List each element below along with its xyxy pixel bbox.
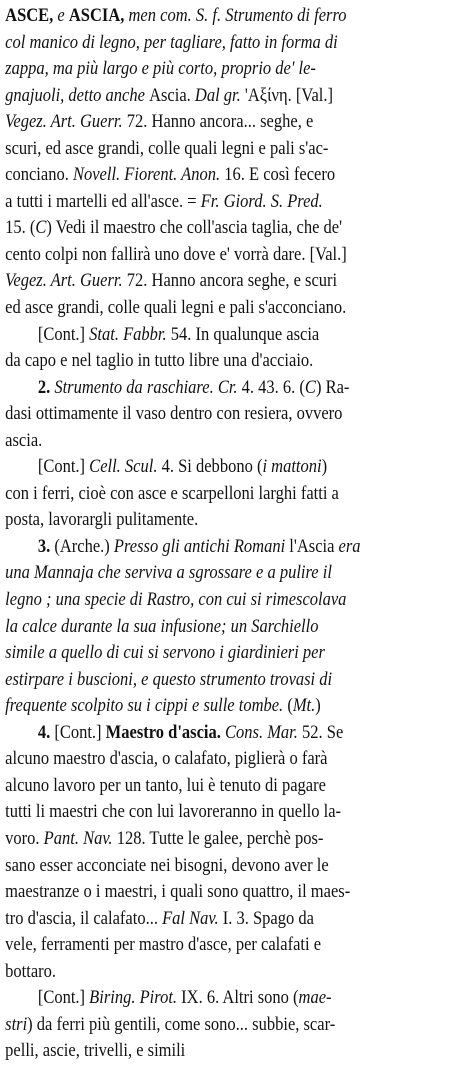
bold-text-run: 4. — [37, 721, 55, 743]
entry-text-line — [5, 879, 469, 906]
entry-text-line — [5, 959, 469, 986]
entry-text-line — [5, 773, 469, 800]
italic-text-run: era — [338, 535, 361, 557]
entry-text-line — [5, 906, 469, 933]
entry-text-line — [5, 746, 469, 773]
text-run: 15. ( — [5, 217, 36, 239]
text-run: [Cont.] — [54, 721, 106, 743]
text-run: a tutti i martelli ed all'asce. = — [5, 190, 201, 212]
text-run: [Cont.] — [37, 987, 90, 1009]
entry-paragraph-start-line — [5, 534, 469, 561]
entry-text-line — [5, 268, 469, 295]
italic-text-run: Cell. Scul. — [89, 456, 162, 478]
italic-text-run: zappa, ma più largo e più corto, proprio de' le- — [5, 58, 316, 80]
entry-text-line — [5, 189, 469, 216]
entry-text-line — [5, 428, 469, 455]
entry-text-line — [5, 693, 469, 720]
entry-text-line — [5, 56, 469, 83]
italic-text-run: legno ; una specie di Rastro, con cui si rimescolava — [5, 589, 347, 611]
italic-text-run: col manico di legno, per tagliare, fatto in forma di — [5, 31, 338, 53]
text-run: ed asce grandi, colle quali legni e pali s'acconciano. — [5, 297, 347, 319]
entry-text-line — [5, 667, 469, 694]
text-run: voro. — [5, 827, 44, 849]
text-run: 72. Hanno ancora seghe, e scuri — [126, 270, 338, 292]
bold-text-run: ASCE, — [5, 5, 58, 26]
entry-text-line — [5, 614, 469, 641]
text-run: ascia. — [5, 429, 43, 451]
text-run: ) — [315, 695, 321, 717]
italic-text-run: Pant. Nav. — [43, 827, 117, 849]
text-run: ) Vedi il maestro che coll'ascia taglia, che de' — [46, 217, 343, 239]
italic-text-run: Presso gli antichi Romani — [113, 535, 290, 557]
text-run: ) Ra- — [315, 376, 350, 398]
italic-text-run: stri — [5, 1013, 28, 1035]
italic-text-run: Stat. Fabbr. — [89, 323, 171, 345]
entry-text-line — [5, 162, 469, 189]
text-run: 72. Hanno ancora... seghe, e — [126, 111, 314, 133]
entry-text-line — [5, 30, 469, 57]
text-run: da capo e nel taglio in tutto libre una d'acciaio. — [5, 350, 314, 372]
text-run: conciano. — [5, 164, 73, 186]
italic-text-run: la calce durante la sua infusione; un Sarchiello — [5, 615, 319, 637]
text-run: 128. Tutte le galee, perchè pos- — [116, 827, 324, 849]
entry-paragraph-start-line — [5, 985, 469, 1012]
text-run: 54. In qualunque ascia — [170, 323, 320, 345]
italic-text-run: Dal gr. — [194, 84, 245, 106]
entry-paragraph-start-line — [5, 375, 469, 402]
text-run: tro d'ascia, il calafato... — [5, 907, 163, 929]
bold-text-run: 3. — [37, 535, 55, 557]
entry-text-line — [5, 853, 469, 880]
entry-text-line — [5, 109, 469, 136]
text-run: alcuno maestro d'ascia, o calafato, piglierà o farà — [5, 748, 328, 770]
italic-text-run: Vegez. Art. Guerr. — [5, 111, 127, 133]
entry-text-line — [5, 640, 469, 667]
text-run: tutti li maestri che con lui lavoreranno in quello la- — [5, 801, 342, 823]
text-run: sano esser acconciate nei bisogni, devono aver le — [5, 854, 329, 876]
entry-text-line — [5, 215, 469, 242]
text-run: bottaro. — [5, 960, 57, 982]
entry-paragraph-start-line — [5, 322, 469, 349]
italic-text-run: Novell. Fiorent. Anon. — [72, 164, 225, 186]
bold-text-run: Maestro d'ascia. — [105, 721, 226, 743]
text-run: pelli, ascie, trivelli, e simili — [5, 1040, 186, 1062]
text-run: 'Αξίνη. [Val.] — [244, 84, 334, 106]
italic-text-run: simile a quello di cui si servono i giardinieri per — [5, 642, 325, 664]
italic-text-run: C — [304, 376, 316, 398]
italic-text-run: Cons. Mar. — [225, 721, 303, 743]
italic-text-run: Strumento da raschiare. Cr. — [54, 376, 242, 398]
text-run: posta, lavorargli pulitamente. — [5, 509, 199, 531]
text-run: [Cont.] — [37, 323, 90, 345]
entry-text-line — [5, 1012, 469, 1039]
text-run: 4. 43. 6. ( — [241, 376, 305, 398]
italic-text-run: men com. S. f. Strumento di ferro — [128, 5, 347, 26]
italic-text-run: i mattoni — [262, 456, 322, 478]
text-run: cento colpi non fallirà uno dove e' vorrà dare. [Val.] — [5, 243, 347, 265]
italic-text-run: Fr. Giord. S. Pred. — [200, 190, 323, 212]
bold-text-run: 2. — [37, 376, 55, 398]
italic-text-run: Biring. Pirot. — [89, 987, 182, 1009]
text-run: (Arche.) — [54, 535, 114, 557]
italic-text-run: estirpare i buscioni, e questo strumento trovasi di — [5, 668, 333, 690]
italic-text-run: Vegez. Art. Guerr. — [5, 270, 127, 292]
entry-text-line — [5, 587, 469, 614]
entry-text-line — [5, 799, 469, 826]
text-run: scuri, ed asce grandi, colle quali legni e pali s'ac- — [5, 137, 329, 159]
italic-text-run: e — [57, 5, 69, 26]
entry-text-line — [5, 295, 469, 322]
entry-paragraph-start-line — [5, 720, 469, 747]
text-run: ) da ferri più gentili, come sono... subbie, scar- — [27, 1013, 336, 1035]
italic-text-run: una Mannaja che serviva a sgrossare e a pulire il — [5, 562, 332, 584]
text-run: ) — [321, 456, 328, 478]
entry-text-line — [5, 932, 469, 959]
italic-text-run: Fal Nav. — [162, 907, 223, 929]
entry-text-line — [5, 136, 469, 163]
text-run: 16. E così fecero — [224, 164, 336, 186]
text-run: 52. Se — [302, 721, 344, 743]
italic-text-run: Mt. — [292, 695, 316, 717]
bold-text-run: ASCIA, — [68, 5, 129, 26]
text-run: Ascia. — [149, 84, 195, 106]
entry-text-line — [5, 826, 469, 853]
text-run: dasi ottimamente il vaso dentro con resiera, ovvero — [5, 403, 343, 425]
text-run: [Cont.] — [37, 456, 90, 478]
text-run: con i ferri, cioè con asce e scarpelloni larghi fatti a — [5, 482, 339, 504]
text-run: I. 3. Spago da — [222, 907, 314, 929]
entry-text-line — [5, 242, 469, 269]
text-run: l'Ascia — [289, 535, 339, 557]
entry-text-line — [5, 1038, 469, 1065]
entry-text-line — [5, 560, 469, 587]
entry-text-line — [5, 348, 469, 375]
entry-text-line — [5, 401, 469, 428]
text-run: vele, ferramenti per mastro d'asce, per calafati e — [5, 934, 322, 956]
italic-text-run: frequente scolpito su i cippi e sulle tombe. — [5, 695, 288, 717]
entry-paragraph-start-line — [5, 454, 469, 481]
entry-text-line — [5, 83, 469, 110]
entry-text-line — [5, 3, 469, 30]
italic-text-run: gnajuoli, detto anche — [5, 84, 150, 106]
entry-text-line — [5, 481, 469, 508]
text-run: ( — [287, 695, 293, 717]
text-run: 4. Si debbono ( — [161, 456, 263, 478]
entry-text-line — [5, 507, 469, 534]
text-run: IX. 6. Altri sono ( — [181, 987, 299, 1009]
italic-text-run: mae- — [298, 987, 332, 1009]
italic-text-run: C — [35, 217, 47, 239]
text-run: alcuno lavoro per un tanto, lui è tenuto di pagare — [5, 774, 326, 796]
text-run: maestranze o i maestri, i quali sono quattro, il maes- — [5, 881, 351, 903]
